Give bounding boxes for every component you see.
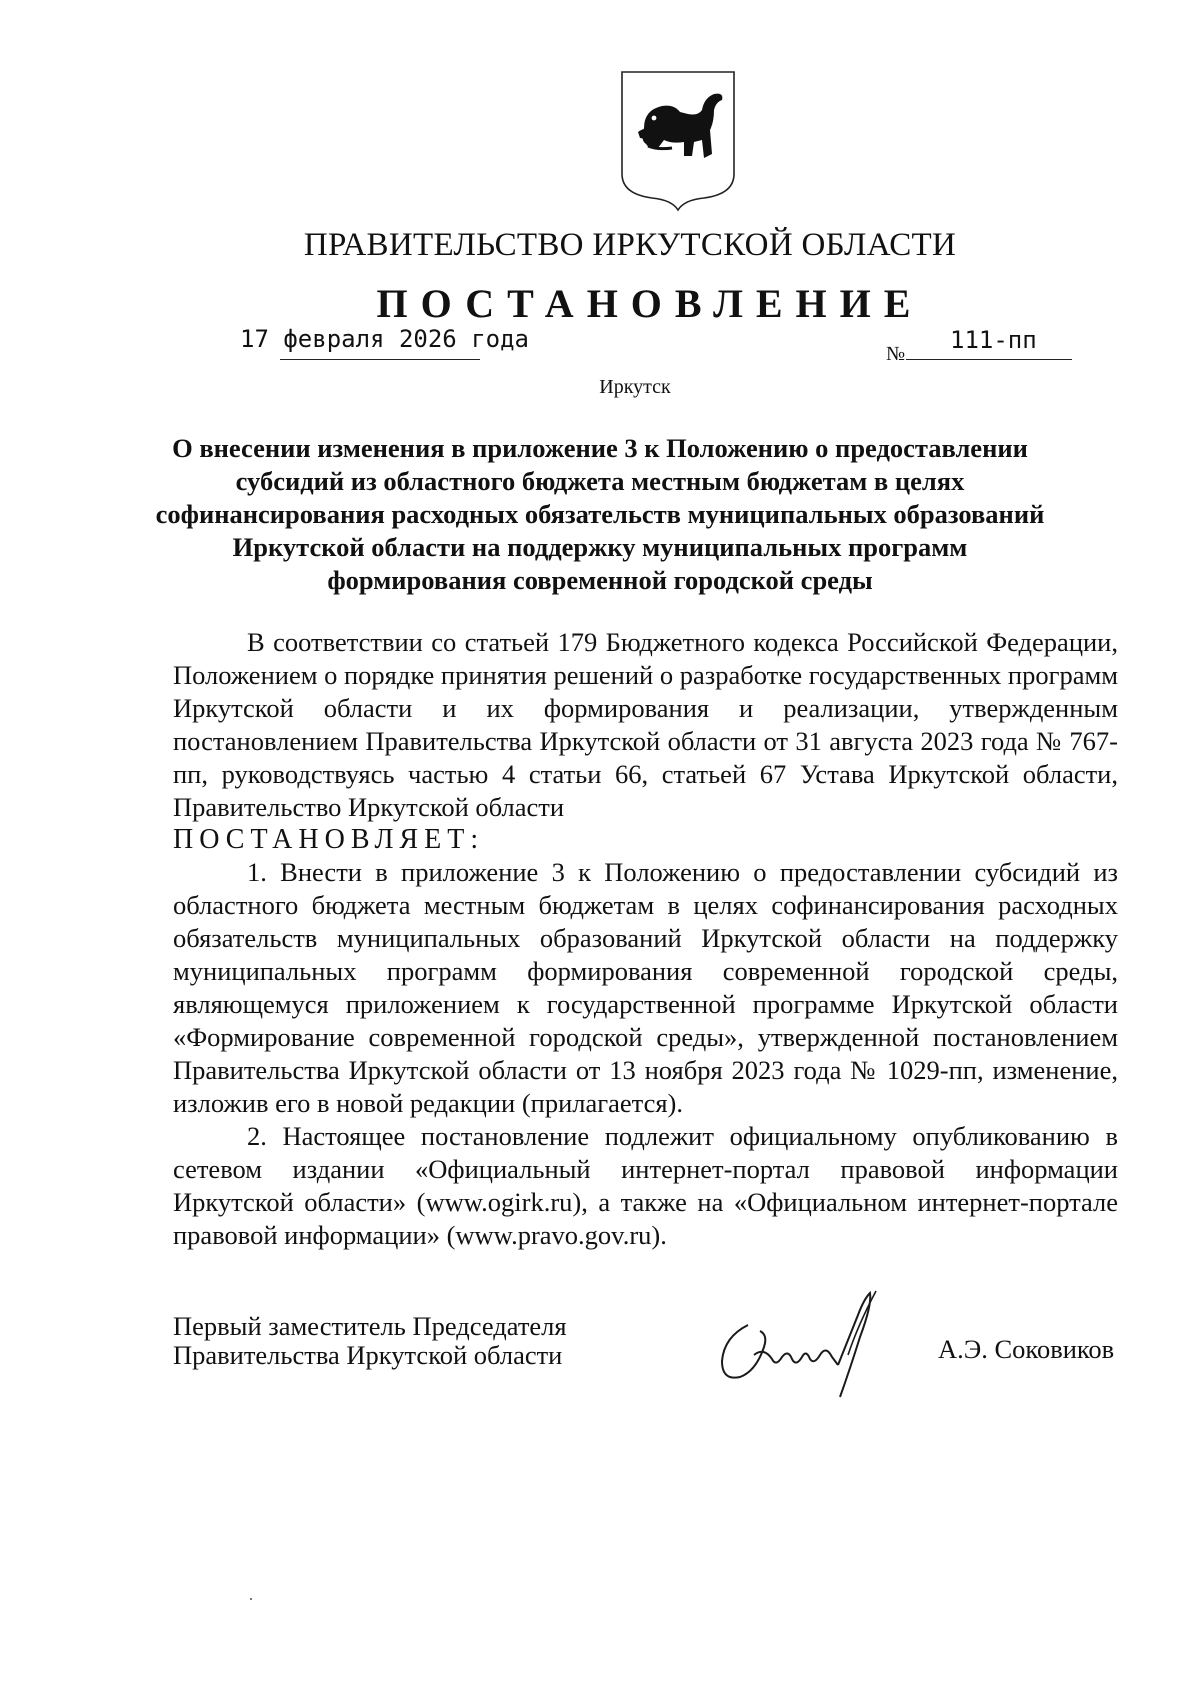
document-date: 17 февраля 2026 года (240, 325, 529, 353)
signatory-name: А.Э. Соковиков (938, 1334, 1115, 1364)
document-kind: ПОСТАНОВЛЕНИЕ (376, 281, 924, 326)
item-1-paragraph: 1. Внести в приложение 3 к Положению о предоставлении субсидий из областного бюджета местным бюджетам в целях софинансирования расходных обязательств муниципальных образований Иркутской области на поддержку муниципальных программ формирования современной городской среды, являющемуся приложением к государственной программе Иркутской области «Формирование современной городской среды», утвержденной постановлением Правительства Иркутской области от 13 ноября 2023 года № 1029-пп, изменение, изложив его в новой редакции (прилагается). (173, 857, 1118, 1118)
handwritten-signature-icon (710, 1285, 910, 1410)
document-city: Иркутск (599, 376, 671, 398)
document-number: 111-пп (950, 326, 1037, 354)
scan-artifact (250, 1598, 252, 1600)
number-sign: № (886, 343, 906, 365)
basis-paragraph: В соответствии со статьей 179 Бюджетного кодекса Российской Федерации, Положением о порядке принятия решений о разработке государственных программ Иркутской области и их формирования и реализации, утвержденным постановлением Правительства Иркутской области от 31 августа 2023 года № 767-пп, руководствуясь частью 4 статьи 66, статьей 67 Устава Иркутской области, Правительство Иркутской области (173, 627, 1118, 822)
coat-of-arms-icon (618, 70, 738, 212)
signatory-position (173, 1312, 567, 1370)
item-2-paragraph: 2. Настоящее постановление подлежит официальному опубликованию в сетевом издании «Официальный интернет-портал правовой информации Иркутской области» (www.ogirk.ru), а также на «Официальном интернет-портале правовой информации» (www.pravo.gov.ru). (173, 1121, 1118, 1250)
government-name: ПРАВИТЕЛЬСТВО ИРКУТСКОЙ ОБЛАСТИ (303, 227, 957, 263)
number-underline (906, 359, 1072, 360)
signatory-position-line-2: Правительства Иркутской области (173, 1340, 563, 1370)
date-underline (280, 359, 480, 360)
resolves-heading: ПОСТАНОВЛЯЕТ: (173, 824, 485, 855)
document-subject: О внесении изменения в приложение 3 к Положению о предоставлении субсидий из областного бюджета местным бюджетам в целях софинансирования расходных обязательств муниципальных образований Иркутской области на поддержку муниципальных программ формирования современной городской среды (155, 433, 1045, 595)
signatory-position-line-1: Первый заместитель Председателя (173, 1311, 567, 1341)
